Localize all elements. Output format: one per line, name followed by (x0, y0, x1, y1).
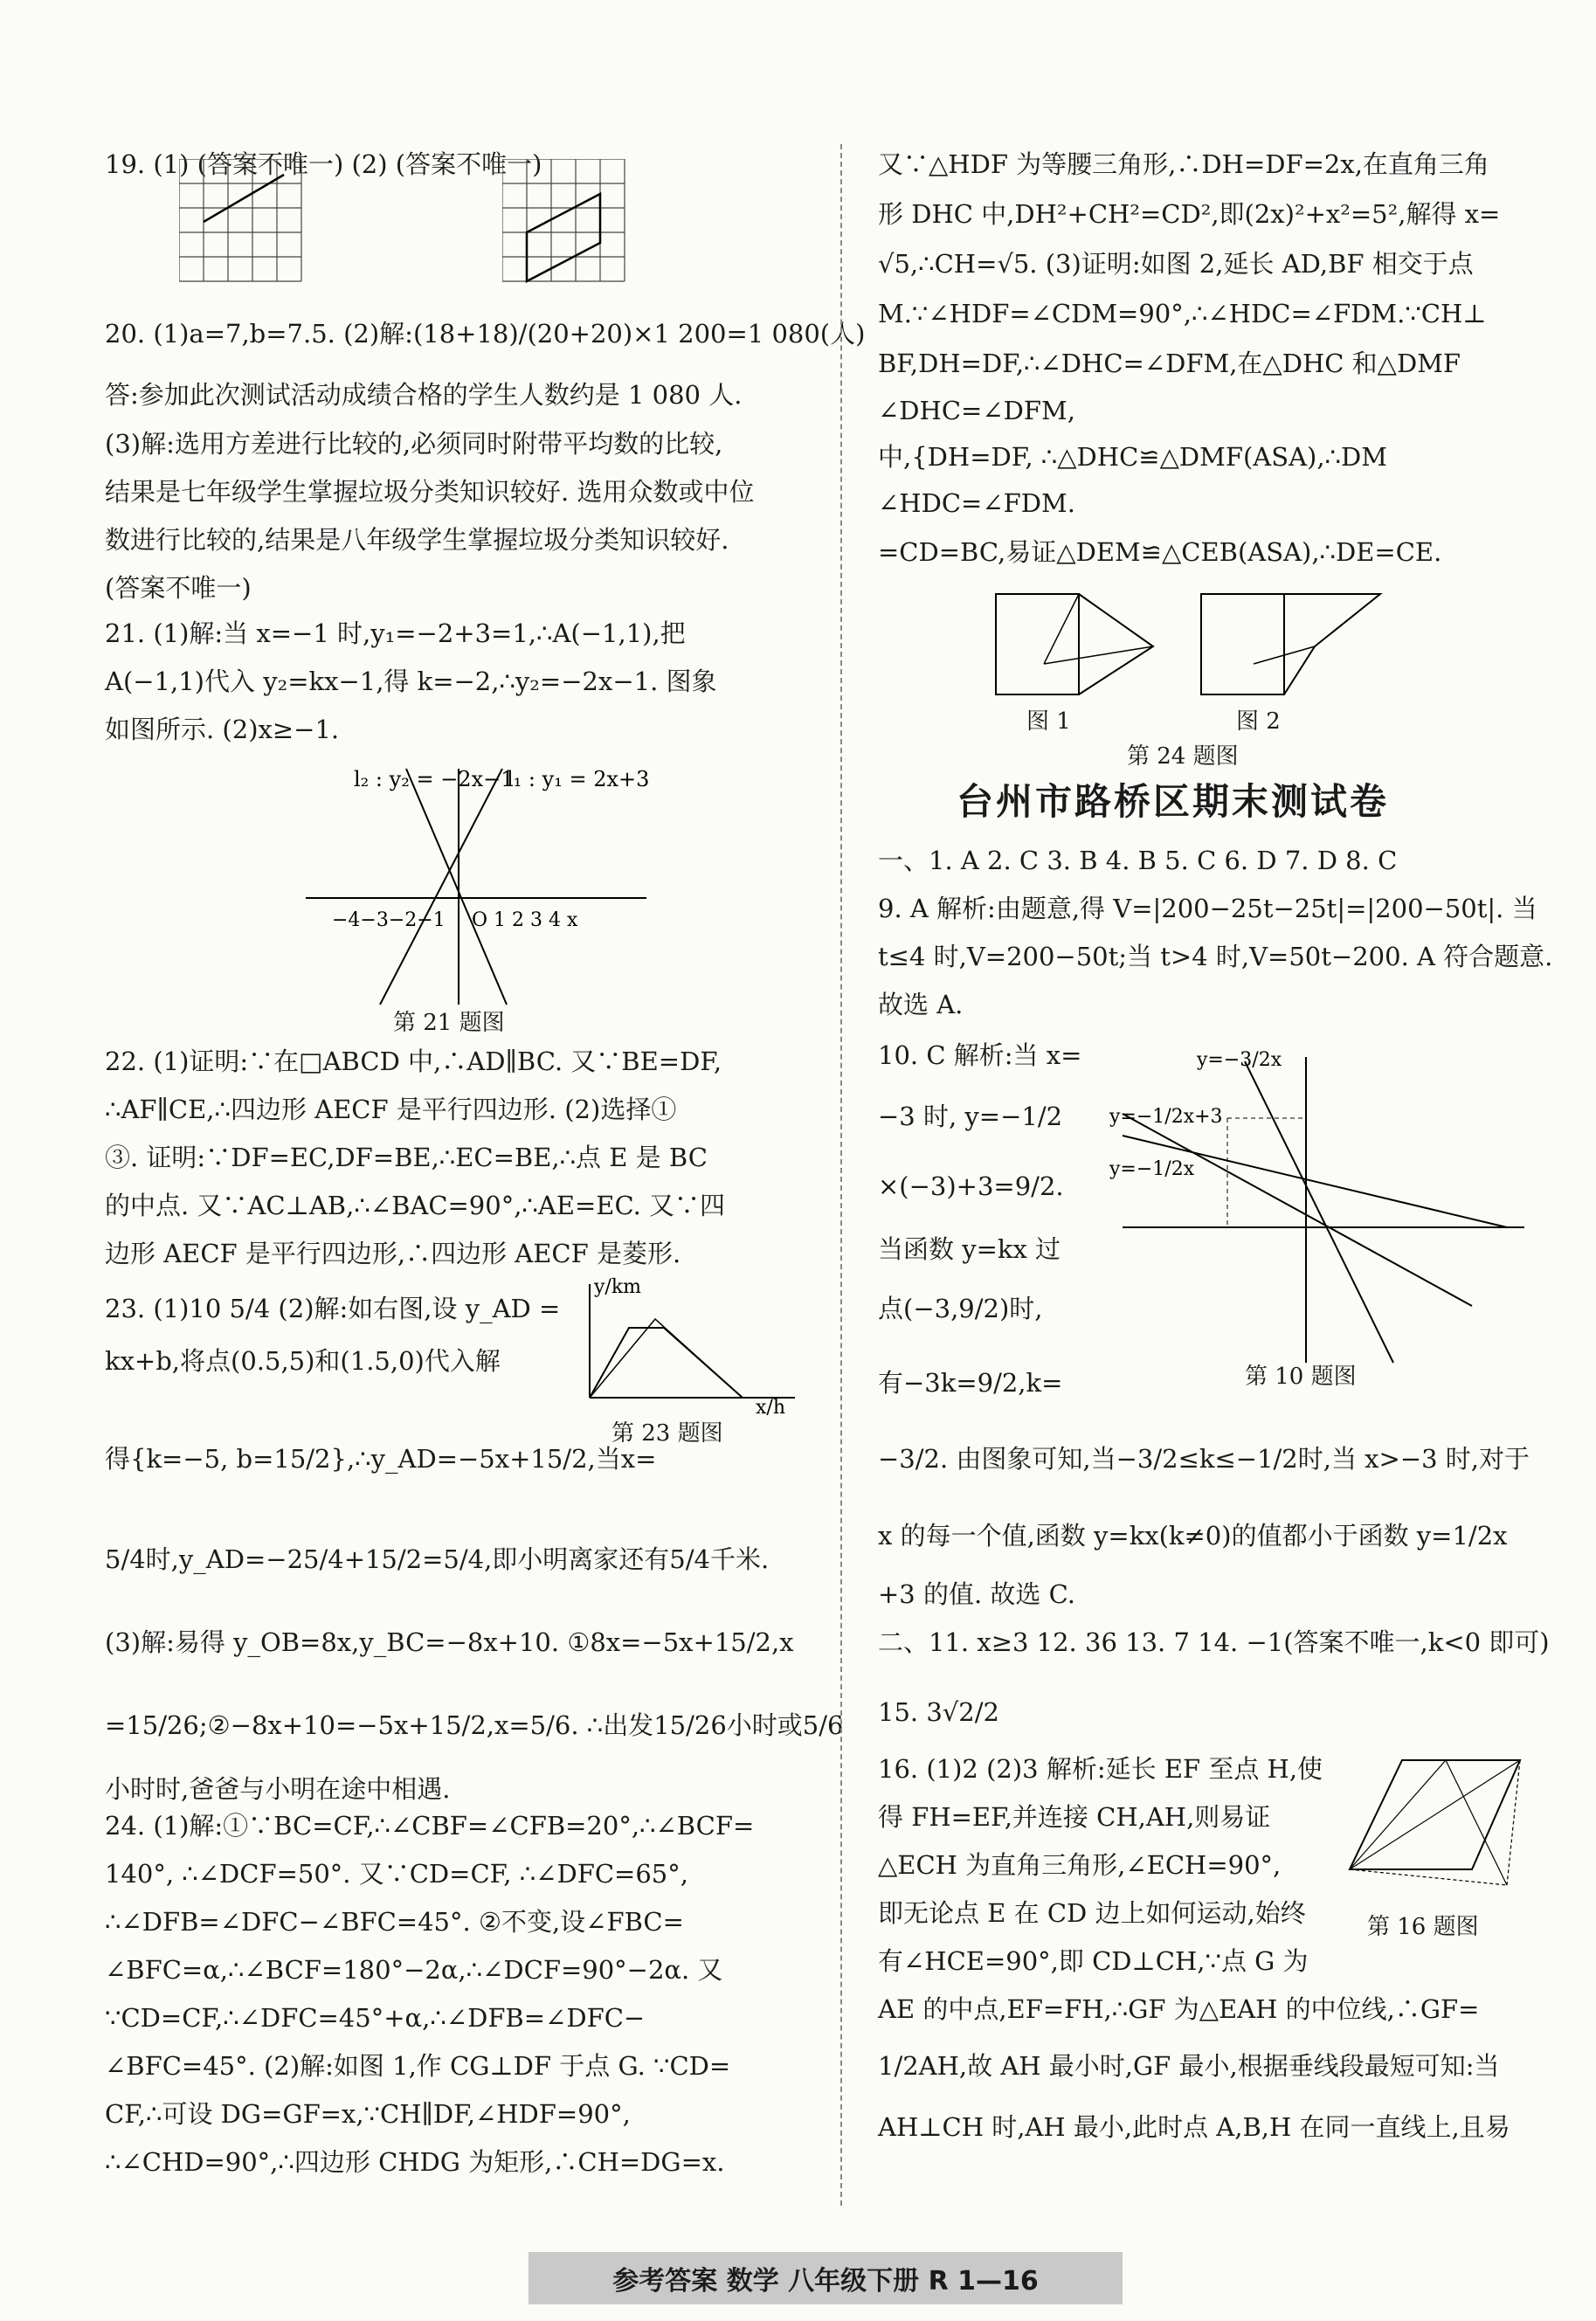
text-line: 21. (1)解:当 x=−1 时,y₁=−2+3=1,∴A(−1,1),把 (105, 618, 686, 648)
text-line: 得 FH=EF,并连接 CH,AH,则易证 (878, 1802, 1271, 1832)
text-line: x 的每一个值,函数 y=kx(k≠0)的值都小于函数 y=1/2x (878, 1521, 1508, 1551)
text-line: t≤4 时,V=200−50t;当 t>4 时,V=50t−200. A 符合题意. (878, 942, 1553, 971)
text-line: M.∵∠HDF=∠CDM=90°,∴∠HDC=∠FDM.∵CH⊥ (878, 299, 1487, 328)
q19-grid-2 (502, 159, 633, 283)
text-line: −3/2. 由图象可知,当−3/2≤k≤−1/2时,当 x>−3 时,对于 (878, 1444, 1530, 1474)
text-line: ∵CD=CF,∴∠DFC=45°+α,∴∠DFB=∠DFC− (105, 2003, 646, 2033)
text-line: 的中点. 又∵AC⊥AB,∴∠BAC=90°,∴AE=EC. 又∵四 (105, 1191, 726, 1220)
text-line: 当函数 y=kx 过 (878, 1234, 1061, 1264)
text-line: 如图所示. (2)x≥−1. (105, 715, 340, 744)
text-line: 中,{DH=DF, ∴△DHC≌△DMF(ASA),∴DM (878, 442, 1387, 472)
text-line: −3 时, y=−1/2 (878, 1102, 1063, 1131)
text-line: ×(−3)+3=9/2. (878, 1171, 1064, 1201)
text-line: 10. C 解析:当 x= (878, 1040, 1082, 1070)
text-line: 小时时,爸爸与小明在途中相遇. (105, 1774, 451, 1804)
text-line: 边形 AECF 是平行四边形,∴四边形 AECF 是菱形. (105, 1239, 681, 1268)
text-line: ③. 证明:∵DF=EC,DF=BE,∴EC=BE,∴点 E 是 BC (105, 1143, 708, 1172)
text-line: (答案不唯一) (105, 573, 252, 603)
text-line: 一、1. A 2. C 3. B 4. B 5. C 6. D 7. D 8. C (878, 846, 1398, 875)
x-axis-label: x/h (756, 1397, 785, 1415)
fig16-caption: 第 16 题图 (1367, 1914, 1479, 1940)
fig24-caption: 第 24 题图 (1127, 743, 1239, 770)
text-line: 有−3k=9/2,k= (878, 1368, 1063, 1398)
text-line: ∠BFC=45°. (2)解:如图 1,作 CG⊥DF 于点 G. ∵CD= (105, 2051, 731, 2081)
text-line: 20. (1)a=7,b=7.5. (2)解:(18+18)/(20+20)×1 200=1 080(人) (105, 319, 866, 349)
text-line: ∴∠CHD=90°,∴四边形 CHDG 为矩形,∴CH=DG=x. (105, 2147, 725, 2177)
q23-graph (568, 1275, 804, 1415)
fig21-caption: 第 21 题图 (393, 1010, 505, 1036)
text-line: ∠BFC=α,∴∠BCF=180°−2α,∴∠DCF=90°−2α. 又 (105, 1955, 723, 1985)
text-line: 24. (1)解:①∵BC=CF,∴∠CBF=∠CFB=20°,∴∠BCF= (105, 1811, 755, 1841)
text-line: √5,∴CH=√5. (3)证明:如图 2,延长 AD,BF 相交于点 (878, 249, 1474, 279)
q19-grid-1 (179, 159, 310, 283)
text-line: +3 的值. 故选 C. (878, 1579, 1075, 1609)
text-line: ∠HDC=∠FDM. (878, 488, 1075, 518)
text-line: 1/2AH,故 AH 最小时,GF 最小,根据垂线段最短可知:当 (878, 2051, 1500, 2081)
column-divider (840, 144, 842, 2206)
text-line: (3)解:易得 y_OB=8x,y_BC=−8x+10. ①8x=−5x+15/2,x (105, 1627, 794, 1657)
q24-figure-1 (978, 581, 1171, 712)
text-line: 即无论点 E 在 CD 边上如何运动,始终 (878, 1898, 1306, 1928)
text-line: 又∵△HDF 为等腰三角形,∴DH=DF=2x,在直角三角 (878, 149, 1489, 179)
q21-graph (288, 751, 655, 1013)
text-line: ∴∠DFB=∠DFC−∠BFC=45°. ②不变,设∠FBC= (105, 1907, 684, 1937)
text-line: 故选 A. (878, 990, 964, 1019)
q24-figure-2 (1184, 581, 1393, 712)
q16-figure (1341, 1747, 1533, 1896)
text-line: 点(−3,9/2)时, (878, 1294, 1043, 1323)
text-line: ∴AF∥CE,∴四边形 AECF 是平行四边形. (2)选择① (105, 1095, 677, 1124)
eq-label-3: y=−1/2x (1109, 1158, 1195, 1180)
fig23-caption: 第 23 题图 (611, 1420, 723, 1447)
text-line: (3)解:选用方差进行比较的,必须同时附带平均数的比较, (105, 429, 723, 459)
fig24-2-caption: 图 2 (1236, 708, 1281, 735)
text-line: 140°, ∴∠DCF=50°. 又∵CD=CF, ∴∠DFC=65°, (105, 1859, 688, 1889)
text-line: 22. (1)证明:∵在□ABCD 中,∴AD∥BC. 又∵BE=DF, (105, 1047, 722, 1076)
text-line: 二、11. x≥3 12. 36 13. 7 14. −1(答案不唯一,k<0 即可) (878, 1627, 1550, 1657)
text-line: 答:参加此次测试活动成绩合格的学生人数约是 1 080 人. (105, 380, 743, 410)
text-line: 9. A 解析:由题意,得 V=|200−25t−25t|=|200−50t|. 当 (878, 894, 1537, 923)
text-line: 23. (1)10 5/4 (2)解:如右图,设 y_AD = (105, 1294, 561, 1323)
text-line: =15/26;②−8x+10=−5x+15/2,x=5/6. ∴出发15/26小时或5/6 (105, 1710, 844, 1740)
text-line: BF,DH=DF,∴∠DHC=∠DFM,在△DHC 和△DMF (878, 349, 1461, 378)
text-line: 得{k=−5, b=15/2},∴y_AD=−5x+15/2,当x= (105, 1444, 657, 1474)
text-line: ∠DHC=∠DFM, (878, 396, 1075, 425)
fig10-caption: 第 10 题图 (1245, 1364, 1357, 1390)
text-line: 有∠HCE=90°,即 CD⊥CH,∵点 G 为 (878, 1946, 1309, 1976)
svg-text:O 1 2 3 4 x: O 1 2 3 4 x (472, 909, 578, 931)
text-line: CF,∴可设 DG=GF=x,∵CH∥DF,∠HDF=90°, (105, 2099, 631, 2129)
text-line: △ECH 为直角三角形,∠ECH=90°, (878, 1850, 1282, 1880)
page-footer: 参考答案 数学 八年级下册 R 1—16 (529, 2252, 1123, 2304)
section-title: 台州市路桥区期末测试卷 (957, 780, 1390, 823)
text-line: kx+b,将点(0.5,5)和(1.5,0)代入解 (105, 1346, 501, 1376)
text-line: 形 DHC 中,DH²+CH²=CD²,即(2x)²+x²=5²,解得 x= (878, 199, 1501, 229)
text-line: 19. (1) (答案不唯一) (2) (答案不唯一) (105, 149, 542, 179)
text-line: 数进行比较的,结果是八年级学生掌握垃圾分类知识较好. (105, 525, 729, 555)
svg-text:−4−3−2−1: −4−3−2−1 (332, 909, 446, 931)
text-line: AE 的中点,EF=FH,∴GF 为△EAH 的中位线,∴GF= (878, 1994, 1480, 2024)
q10-graph (1105, 1044, 1533, 1371)
text-line: =CD=BC,易证△DEM≌△CEB(ASA),∴DE=CE. (878, 537, 1442, 567)
line-label-l1: l₁ : y₁ = 2x+3 (507, 767, 650, 791)
eq-label-2: y=−1/2x+3 (1109, 1106, 1223, 1128)
text-line: AH⊥CH 时,AH 最小,此时点 A,B,H 在同一直线上,且易 (878, 2112, 1510, 2142)
text-line: A(−1,1)代入 y₂=kx−1,得 k=−2,∴y₂=−2x−1. 图象 (105, 667, 717, 696)
text-line: 16. (1)2 (2)3 解析:延长 EF 至点 H,使 (878, 1754, 1323, 1784)
fig24-1-caption: 图 1 (1026, 708, 1071, 735)
text-line: 15. 3√2/2 (878, 1697, 999, 1727)
y-axis-label: y/km (594, 1276, 642, 1298)
eq-label-1: y=−3/2x (1197, 1049, 1282, 1071)
line-label-l2: l₂ : y₂ = −2x−1 (354, 767, 515, 791)
text-line: 结果是七年级学生掌握垃圾分类知识较好. 选用众数或中位 (105, 477, 755, 507)
text-line: 5/4时,y_AD=−25/4+15/2=5/4,即小明离家还有5/4千米. (105, 1544, 770, 1574)
